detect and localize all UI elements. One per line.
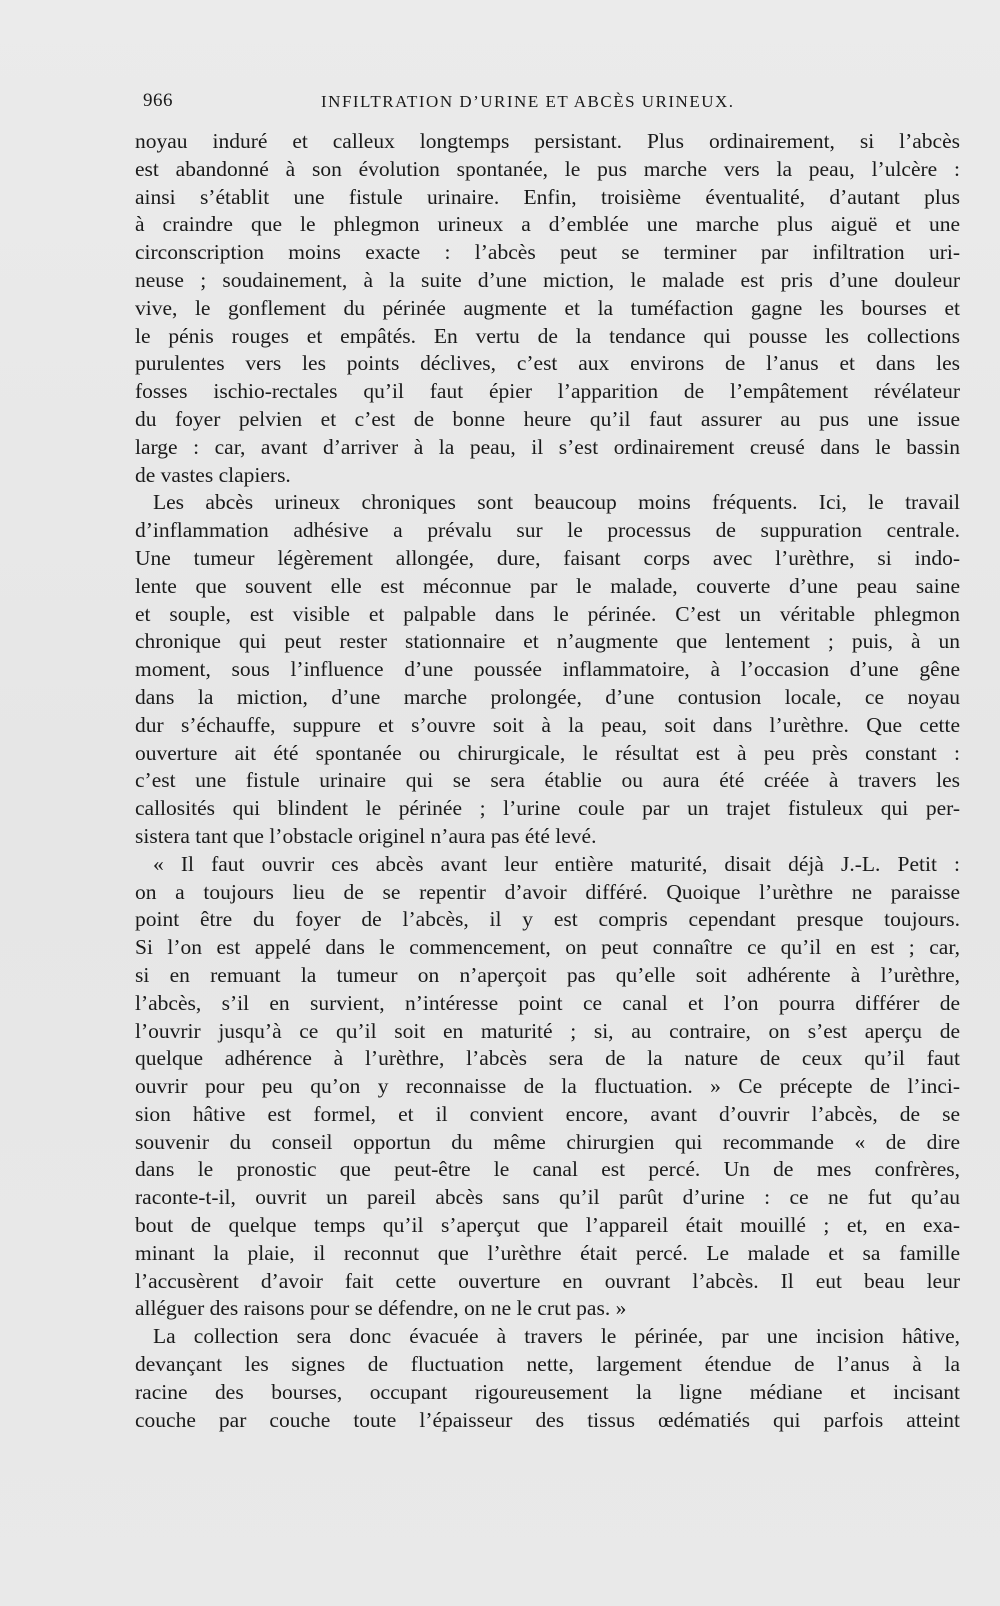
text-line: La collection sera donc évacuée à travers le périnée, par une incision hâtive, bbox=[153, 1324, 960, 1349]
running-title: INFILTRATION D’URINE ET ABCÈS URINEUX. bbox=[321, 92, 735, 111]
text-line: purulentes vers les points déclives, c’est aux environs de l’anus et dans les bbox=[135, 351, 960, 376]
text-line: neuse ; soudainement, à la suite d’une miction, le malade est pris d’une douleur bbox=[135, 267, 960, 292]
text-line: quelque adhérence à l’urèthre, l’abcès sera de la nature de ceux qu’il faut bbox=[135, 1046, 960, 1071]
text-line: sion hâtive est formel, et il convient encore, avant d’ouvrir l’abcès, de se bbox=[135, 1101, 960, 1126]
text-line: l’abcès, s’il en survient, n’intéresse point ce canal et l’on pourra différer de bbox=[135, 990, 960, 1015]
running-head bbox=[143, 90, 963, 120]
text-line: large : car, avant d’arriver à la peau, il s’est ordinairement creusé dans le bassin bbox=[135, 434, 960, 459]
text-line: on a toujours lieu de se repentir d’avoir différé. Quoique l’urèthre ne paraisse bbox=[135, 879, 960, 904]
text-line: à craindre que le phlegmon urineux a d’emblée une marche plus aiguë et une bbox=[135, 212, 960, 237]
text-line: du foyer pelvien et c’est de bonne heure qu’il faut assurer au pus une issue bbox=[135, 406, 960, 431]
text-line: vive, le gonflement du périnée augmente et la tuméfaction gagne les bourses et bbox=[135, 295, 960, 320]
text-line: et souple, est visible et palpable dans le périnée. C’est un véritable phlegmon bbox=[135, 601, 960, 626]
text-line: le pénis rouges et empâtés. En vertu de la tendance qui pousse les collections bbox=[135, 323, 960, 348]
text-line: Une tumeur légèrement allongée, dure, faisant corps avec l’urèthre, si indo- bbox=[135, 545, 960, 570]
text-line: lente que souvent elle est méconnue par le malade, couverte d’une peau saine bbox=[135, 573, 960, 598]
text-line: couche par couche toute l’épaisseur des tissus œdématiés qui parfois atteint bbox=[135, 1407, 960, 1432]
text-line: c’est une fistule urinaire qui se sera établie ou aura été créée à travers les bbox=[135, 768, 960, 793]
page-number: 966 bbox=[143, 90, 173, 111]
text-line: l’accusèrent d’avoir fait cette ouverture en ouvrant l’abcès. Il eut beau leur bbox=[135, 1268, 960, 1293]
text-line: ouvrir pour peu qu’on y reconnaisse de la fluctuation. » Ce précepte de l’inci- bbox=[135, 1074, 960, 1099]
text-line: moment, sous l’influence d’une poussée inflammatoire, à l’occasion d’une gêne bbox=[135, 657, 960, 682]
text-line: point être du foyer de l’abcès, il y est compris cependant presque toujours. bbox=[135, 907, 960, 932]
text-line: alléguer des raisons pour se défendre, on ne le crut pas. » bbox=[135, 1296, 627, 1321]
text-line: bout de quelque temps qu’il s’aperçut que l’appareil était mouillé ; et, en exa- bbox=[135, 1213, 960, 1238]
text-line: ouverture ait été spontanée ou chirurgicale, le résultat est à peu près constant : bbox=[135, 740, 960, 765]
text-line: souvenir du conseil opportun du même chirurgien qui recommande « de dire bbox=[135, 1129, 960, 1154]
text-line: raconte-t-il, ouvrit un pareil abcès sans qu’il parût d’urine : ce ne fut qu’au bbox=[135, 1185, 960, 1210]
text-line: dans la miction, d’une marche prolongée, d’une contusion locale, ce noyau bbox=[135, 684, 960, 709]
text-line: de vastes clapiers. bbox=[135, 462, 291, 487]
text-line: est abandonné à son évolution spontanée, le pus marche vers la peau, l’ulcère : bbox=[135, 156, 960, 181]
text-line: ainsi s’établit une fistule urinaire. Enfin, troisième éventualité, d’autant plus bbox=[135, 184, 960, 209]
text-line: circonscription moins exacte : l’abcès peut se terminer par infiltration uri- bbox=[135, 240, 960, 265]
text-line: devançant les signes de fluctuation nette, largement étendue de l’anus à la bbox=[135, 1352, 960, 1377]
text-line: minant la plaie, il reconnut que l’urèthre était percé. Le malade et sa famille bbox=[135, 1240, 960, 1265]
text-line: Si l’on est appelé dans le commencement, on peut connaître ce qu’il en est ; car, bbox=[135, 935, 960, 960]
text-line: si en remuant la tumeur on n’aperçoit pas qu’elle soit adhérente à l’urèthre, bbox=[135, 962, 960, 987]
text-line: callosités qui blindent le périnée ; l’urine coule par un trajet fistuleux qui per- bbox=[135, 796, 960, 821]
text-line: sistera tant que l’obstacle originel n’aura pas été levé. bbox=[135, 823, 597, 848]
text-line: racine des bourses, occupant rigoureusement la ligne médiane et incisant bbox=[135, 1379, 960, 1404]
text-line: chronique qui peut rester stationnaire et n’augmente que lentement ; puis, à un bbox=[135, 629, 960, 654]
text-line: « Il faut ouvrir ces abcès avant leur entière maturité, disait déjà J.-L. Petit : bbox=[153, 851, 960, 876]
text-line: fosses ischio-rectales qu’il faut épier l’apparition de l’empâtement révélateur bbox=[135, 379, 960, 404]
body-text bbox=[135, 128, 960, 1434]
text-line: l’ouvrir jusqu’à ce qu’il soit en maturité ; si, au contraire, on s’est aperçu de bbox=[135, 1018, 960, 1043]
text-line: dur s’échauffe, suppure et s’ouvre soit à la peau, soit dans l’urèthre. Que cette bbox=[135, 712, 960, 737]
text-line: d’inflammation adhésive a prévalu sur le processus de suppuration centrale. bbox=[135, 518, 960, 543]
text-line: dans le pronostic que peut-être le canal est percé. Un de mes confrères, bbox=[135, 1157, 960, 1182]
text-line: Les abcès urineux chroniques sont beaucoup moins fréquents. Ici, le travail bbox=[153, 490, 960, 515]
text-line: noyau induré et calleux longtemps persistant. Plus ordinairement, si l’abcès bbox=[135, 129, 960, 153]
